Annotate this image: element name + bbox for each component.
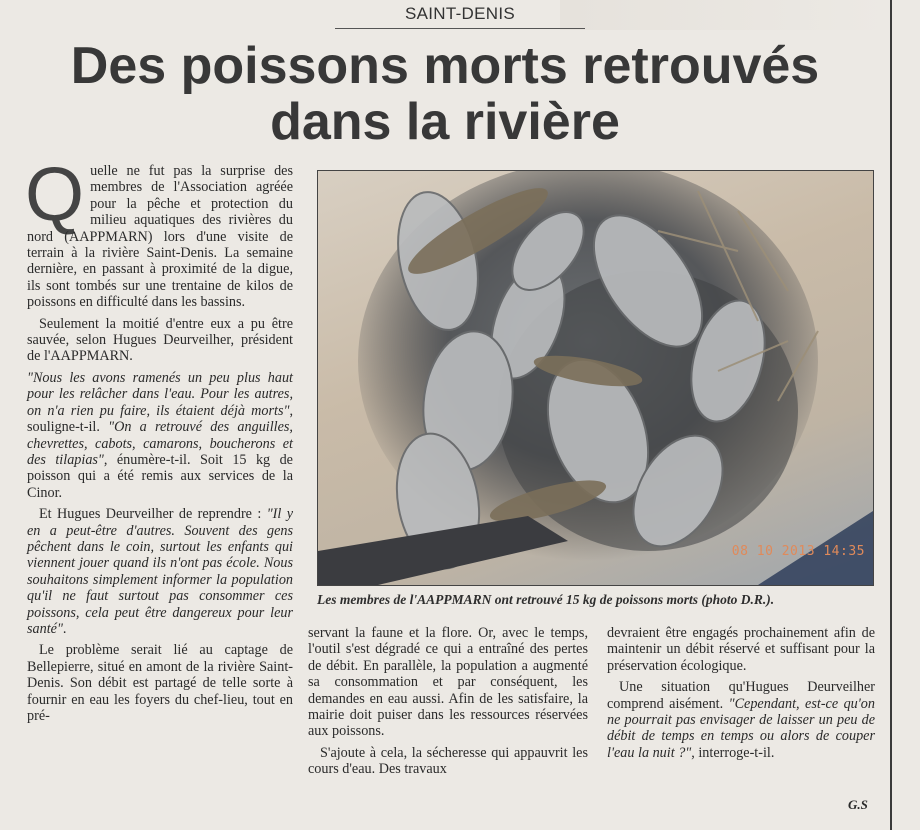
photo-timestamp: 08 10 2013 14:35 [731,544,865,559]
paragraph-intro: Une situation qu'Hugues Deurveilher comprend aisément. [607,679,875,712]
quote-paragraph [27,370,293,501]
fish-photo [317,170,874,586]
author-signature: G.S [848,797,868,812]
kicker-underline [335,28,585,29]
section-kicker: SAINT-DENIS [404,4,516,23]
quote-attribution: , souligne-t-il. [27,402,293,436]
column-rule [890,0,892,830]
quote: "On a retrouvé des anguilles, chevrettes, cabots, camarons, boucherons et des tilapias" [27,419,293,468]
paragraph: servant la faune et la flore. Or, avec le temps, l'outil s'est dégradé ce qui a entraîné des pertes de débit. En parallèle, la population a augmenté sa consommation et par conséquent, les demandes en eau aussi. Afin de les satisfaire, la mairie doit puiser dans les ressources réservées aux poissons. [308,625,588,740]
headline: Des poissons morts retrouvés dans la rivière [70,37,820,151]
quote-attribution: . [62,620,67,637]
quote-attribution: , interroge-t-il. [691,744,775,761]
paragraph-intro: Et Hugues Deurveilher de reprendre : [39,506,267,523]
drop-cap: Q [25,152,85,237]
lead-paragraph [25,152,293,311]
quote-paragraph [27,506,293,637]
lead-text: uelle ne fut pas la surprise des membres de l'Association agréée pour la pêche et protection du milieu aquatiques des rivières du nord (AAPPMARN) lors d'une visite de terrain à la rivière Saint-Denis. La semaine dernière, en passant à proximité de la digue, ils sont tombés sur une trentaine de kilos de poissons en difficulté dans les bassins. [27,163,293,311]
article-column-1 [25,152,293,729]
article-column-2 [308,625,588,783]
quote: "Cependant, est-ce qu'on ne pourrait pas envisager de laisser un peu de débit de temps en temps ou alors de couper l'eau la nuit ?" [607,695,875,761]
quote-paragraph [607,679,875,761]
background-bleedthrough [560,0,890,30]
paragraph: S'ajoute à cela, la sécheresse qui appauvrit les cours d'eau. Des travaux [308,744,588,778]
article-column-3 [607,625,875,766]
quote-attribution: , énumère-t-il. Soit 15 kg de poisson qui a été remis aux services de la Cinor. [27,451,293,501]
quote: "Nous les avons ramenés un peu plus haut pour les relâcher dans l'eau. Pour les autres, on n'a rien pu faire, ils étaient déjà morts" [27,369,293,419]
dead-fish-pile-image [318,171,873,585]
paragraph: devraient être engagés prochainement afin de maintenir un débit réservé et suffisant pour la préservation écologique. [607,625,875,674]
paragraph: Le problème serait lié au captage de Bellepierre, situé en amont de la rivière Saint-Denis. Son débit est partagé de telle sorte à fournir en eau les foyers du chef-lieu, tout en pré- [27,642,293,724]
paragraph: Seulement la moitié d'entre eux a pu être sauvée, selon Hugues Deurveilher, président de l'AAPPMARN. [27,315,293,365]
quote: "Il y en a peut-être d'autres. Souvent des gens pêchent dans le coin, surtout les enfants qui viennent jouer quand ils n'ont pas école. Nous souhaitons simplement informer la population qu'il ne faut surtout pas consommer ces poissons, cela peut être dangereux pour leur santé" [27,506,293,637]
photo-caption: Les membres de l'AAPPMARN ont retrouvé 15 kg de poissons morts (photo D.R.). [317,592,775,607]
